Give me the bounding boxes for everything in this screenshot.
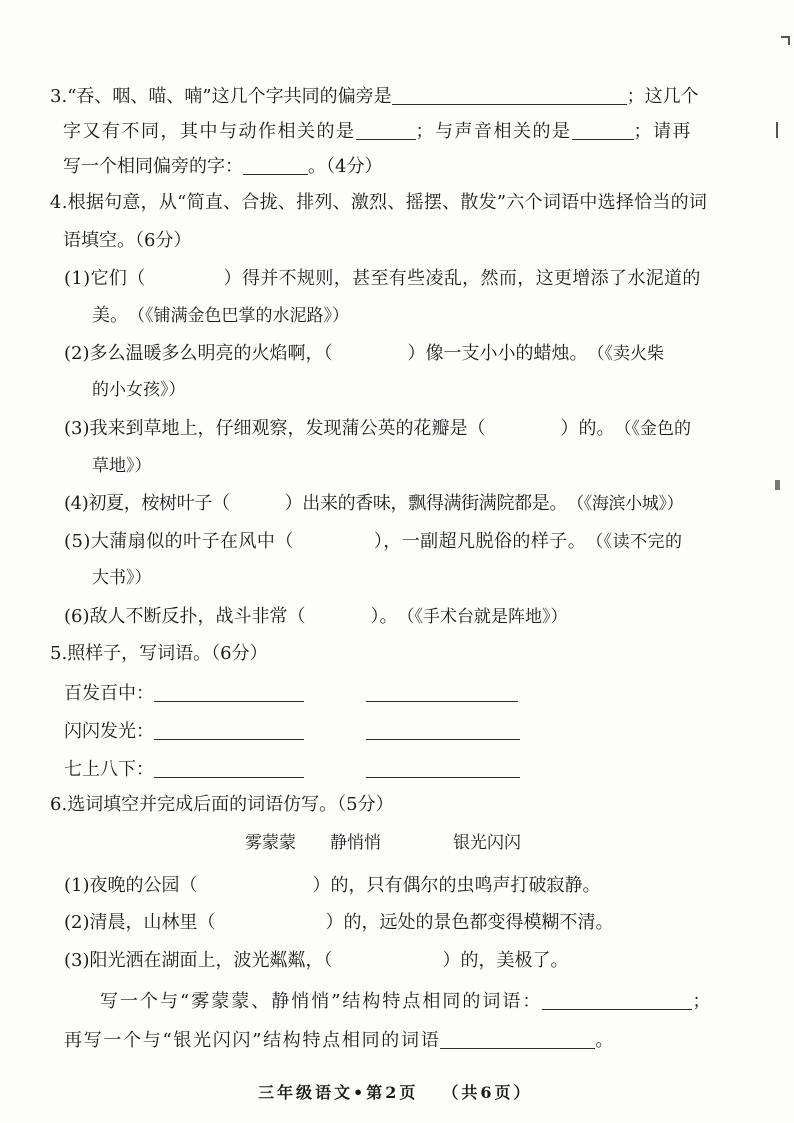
q6-item-3 xyxy=(64,948,569,973)
q4-item-3-cont xyxy=(92,454,152,478)
answer-underline xyxy=(154,683,304,702)
q6-imitate-2 xyxy=(64,1027,615,1053)
q4-item-2 xyxy=(64,341,664,366)
item-label: (1) xyxy=(64,268,91,289)
paren-blank xyxy=(198,873,313,891)
paren-blank xyxy=(216,910,326,928)
q6-stem xyxy=(50,793,394,817)
item-text: ）。 xyxy=(370,606,398,627)
item-label: (6) xyxy=(64,606,90,627)
q4-item-1 xyxy=(64,266,701,291)
scan-mark xyxy=(788,36,790,45)
q4-item-6 xyxy=(64,604,568,629)
item-text: ）像一支小小的蜡烛。 xyxy=(407,343,588,364)
item-text: 夜晚的公园（ xyxy=(89,875,198,896)
item-text: 大蒲扇似的叶子在风中（ xyxy=(90,531,294,552)
item-text: ）得并不规则，甚至有些凌乱，然而，这更增添了水泥道的 xyxy=(223,268,701,289)
answer-underline xyxy=(366,759,520,778)
answer-underline xyxy=(392,86,627,105)
answer-underline xyxy=(542,991,692,1010)
item-text: ）的，美极了。 xyxy=(442,950,569,971)
q3-line-2 xyxy=(63,118,692,144)
word-bank xyxy=(245,831,521,855)
footer-subject-page: 三年级语文•第2页 xyxy=(258,1083,419,1102)
answer-underline xyxy=(154,759,304,778)
imitate-prompt: 再写一个与“银光闪闪”结构特点相同的词语 xyxy=(64,1030,441,1051)
item-source: （《读不完的 xyxy=(586,532,683,552)
paren-blank xyxy=(486,416,561,434)
item-text: 我来到草地上，仔细观察，发现蒲公英的花瓣是（ xyxy=(89,418,486,439)
page-footer xyxy=(258,1081,533,1105)
q4-item-5-cont xyxy=(92,566,152,590)
paren-blank xyxy=(294,529,374,547)
answer-underline xyxy=(366,683,518,702)
q3-line-3 xyxy=(63,153,382,179)
item-text: ）的。 xyxy=(560,418,615,439)
word-bank-item: 静悄悄 xyxy=(330,833,381,853)
item-label: (1) xyxy=(64,875,90,896)
item-text: 它们（ xyxy=(90,268,146,289)
answer-underline xyxy=(356,121,416,140)
word-bank-item: 银光闪闪 xyxy=(453,833,521,853)
question-number: 6. xyxy=(50,794,68,815)
q4-item-5 xyxy=(64,529,682,554)
q6-item-1 xyxy=(64,873,601,898)
q5-stem-text: 照样子，写词语。（6分） xyxy=(67,643,268,664)
answer-underline xyxy=(366,721,520,740)
question-number: 3. xyxy=(50,86,68,107)
q3-prompt-text: 写一个相同偏旁的字： xyxy=(63,156,243,177)
scan-mark xyxy=(776,122,778,138)
answer-underline xyxy=(440,1030,595,1049)
item-text: ）出来的香味，飘得满街满院都是。 xyxy=(284,493,568,514)
item-text: ）的，远处的景色都变得模糊不清。 xyxy=(325,912,614,933)
q4-stem-line-2 xyxy=(63,229,191,253)
item-text: 敌人不断反扑，战斗非常（ xyxy=(89,606,306,627)
answer-underline xyxy=(572,121,634,140)
q6-imitate-1 xyxy=(100,988,712,1014)
example-word: 七上八下： xyxy=(64,759,154,780)
item-label: (2) xyxy=(64,912,90,933)
item-text: 阳光洒在湖面上，波光粼粼，（ xyxy=(89,950,333,971)
item-text: 初夏，桉树叶子（ xyxy=(88,493,230,514)
item-text: ），一副超凡脱俗的样子。 xyxy=(373,531,587,552)
imitate-prompt: 写一个与“雾蒙蒙、静悄悄”结构特点相同的词语： xyxy=(100,991,543,1012)
q5-stem xyxy=(50,642,268,666)
q3-prompt-text: 字又有不同，其中与动作相关的是 xyxy=(63,121,356,142)
q4-item-2-cont xyxy=(92,378,186,402)
q3-score-text: 。（4分） xyxy=(308,156,383,177)
imitate-punct: ； xyxy=(692,991,713,1012)
item-label: (3) xyxy=(64,418,90,439)
q3-prompt-text: ；这几个 xyxy=(626,86,699,107)
q3-line-1 xyxy=(50,83,699,109)
q4-item-3 xyxy=(64,416,691,441)
q3-prompt-text: “吞、咽、喵、喃”这几个字共同的偏旁是 xyxy=(67,86,392,107)
q3-prompt-text: ；请再 xyxy=(633,121,692,142)
example-word: 百发百中： xyxy=(64,683,154,704)
q6-stem-text: 选词填空并完成后面的词语仿写。（5分） xyxy=(67,794,394,815)
paren-blank xyxy=(306,604,371,622)
paren-blank xyxy=(333,948,443,966)
word-bank-item: 雾蒙蒙 xyxy=(245,833,296,853)
item-source: 草地》） xyxy=(92,456,152,476)
item-label: (4) xyxy=(64,493,89,514)
imitate-punct: 。 xyxy=(595,1030,616,1051)
item-label: (3) xyxy=(64,950,90,971)
q4-item-1-cont xyxy=(92,304,349,328)
paren-blank xyxy=(333,341,408,359)
q5-row-3 xyxy=(64,756,520,782)
answer-underline xyxy=(154,721,304,740)
q4-stem-text: 语填空。（6分） xyxy=(63,230,192,251)
item-text: 清晨，山林里（ xyxy=(89,912,216,933)
item-text: 美。 xyxy=(92,305,128,326)
question-number: 4. xyxy=(50,192,68,213)
q4-stem-line-1 xyxy=(50,191,707,215)
q4-item-4 xyxy=(64,491,683,516)
item-source: 大书》） xyxy=(92,568,152,588)
example-word: 闪闪发光： xyxy=(64,721,154,742)
footer-total-pages: （共6页） xyxy=(442,1083,533,1102)
q6-item-2 xyxy=(64,910,614,935)
item-label: (2) xyxy=(64,343,90,364)
scan-mark xyxy=(775,480,780,490)
item-label: (5) xyxy=(64,531,91,552)
item-source: 的小女孩》） xyxy=(92,380,186,400)
q5-row-2 xyxy=(64,718,520,744)
item-text: 多么温暖多么明亮的火焰啊，（ xyxy=(89,343,333,364)
q3-prompt-text: ；与声音相关的是 xyxy=(415,121,572,142)
q4-stem-text: 根据句意，从“简直、合拢、排列、激烈、摇摆、散发”六个词语中选择恰当的词 xyxy=(67,192,708,213)
item-source: （《手术台就是阵地》） xyxy=(397,607,568,627)
paren-blank xyxy=(146,266,224,284)
item-text: ）的，只有偶尔的虫鸣声打破寂静。 xyxy=(312,875,601,896)
paren-blank xyxy=(230,491,285,509)
item-source: （《金色的 xyxy=(614,419,691,439)
answer-underline xyxy=(243,156,308,175)
q5-row-1 xyxy=(64,680,518,706)
item-source: （《海滨小城》） xyxy=(567,494,684,514)
question-number: 5. xyxy=(50,643,68,664)
item-source: （《卖火柴 xyxy=(587,344,664,364)
item-source: （《铺满金色巴掌的水泥路》） xyxy=(128,306,349,326)
